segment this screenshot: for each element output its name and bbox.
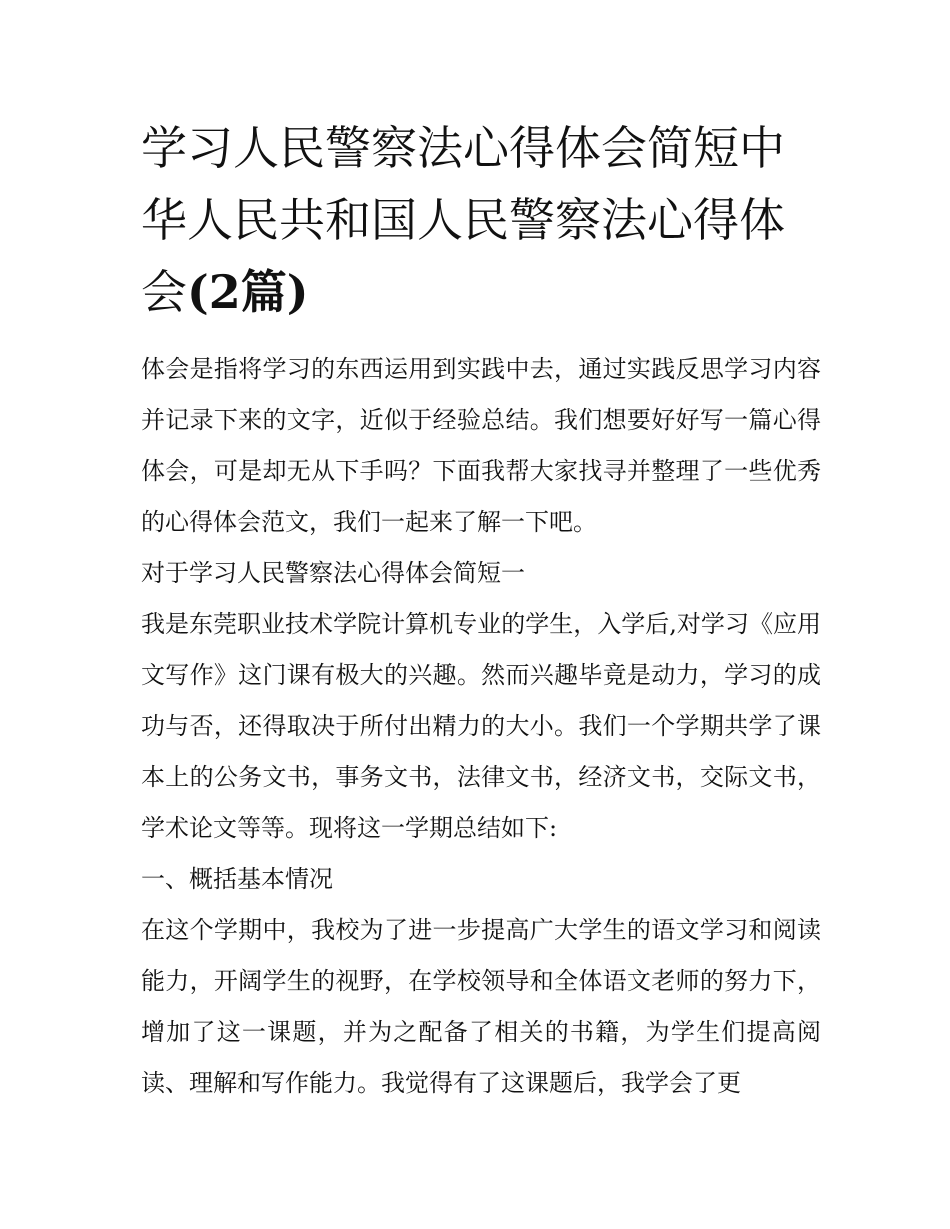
document-title	[141, 112, 821, 328]
body-paragraph-2: 在这个学期中，我校为了进一步提高广大学生的语文学习和阅读能力，开阔学生的视野，在学校领导和全体语文老师的努力下，增加了这一课题，并为之配备了相关的书籍，为学生们提高阅读、理解和写作能力。我觉得有了这课题后，我学会了更	[141, 916, 821, 1097]
section-heading-1: 对于学习人民警察法心得体会简短一	[141, 559, 525, 587]
section-heading-2: 一、概括基本情况	[141, 865, 333, 893]
title-suffix: (2篇)	[187, 265, 309, 319]
document-page	[141, 112, 821, 1109]
title-main: 学习人民警察法心得体会简短中华人民共和国人民警察法心得体会	[141, 121, 785, 319]
intro-paragraph: 体会是指将学习的东西运用到实践中去，通过实践反思学习内容并记录下来的文字，近似于经验总结。我们想要好好写一篇心得体会，可是却无从下手吗？下面我帮大家找寻并整理了一些优秀的心得体会范文，我们一起来了解一下吧。	[141, 355, 821, 536]
body-paragraph-1: 我是东莞职业技术学院计算机专业的学生，入学后,对学习《应用文写作》这门课有极大的兴趣。然而兴趣毕竟是动力，学习的成功与否，还得取决于所付出精力的大小。我们一个学期共学了课本上的公务文书，事务文书，法律文书，经济文书，交际文书，学术论文等等。现将这一学期总结如下:	[141, 610, 821, 842]
